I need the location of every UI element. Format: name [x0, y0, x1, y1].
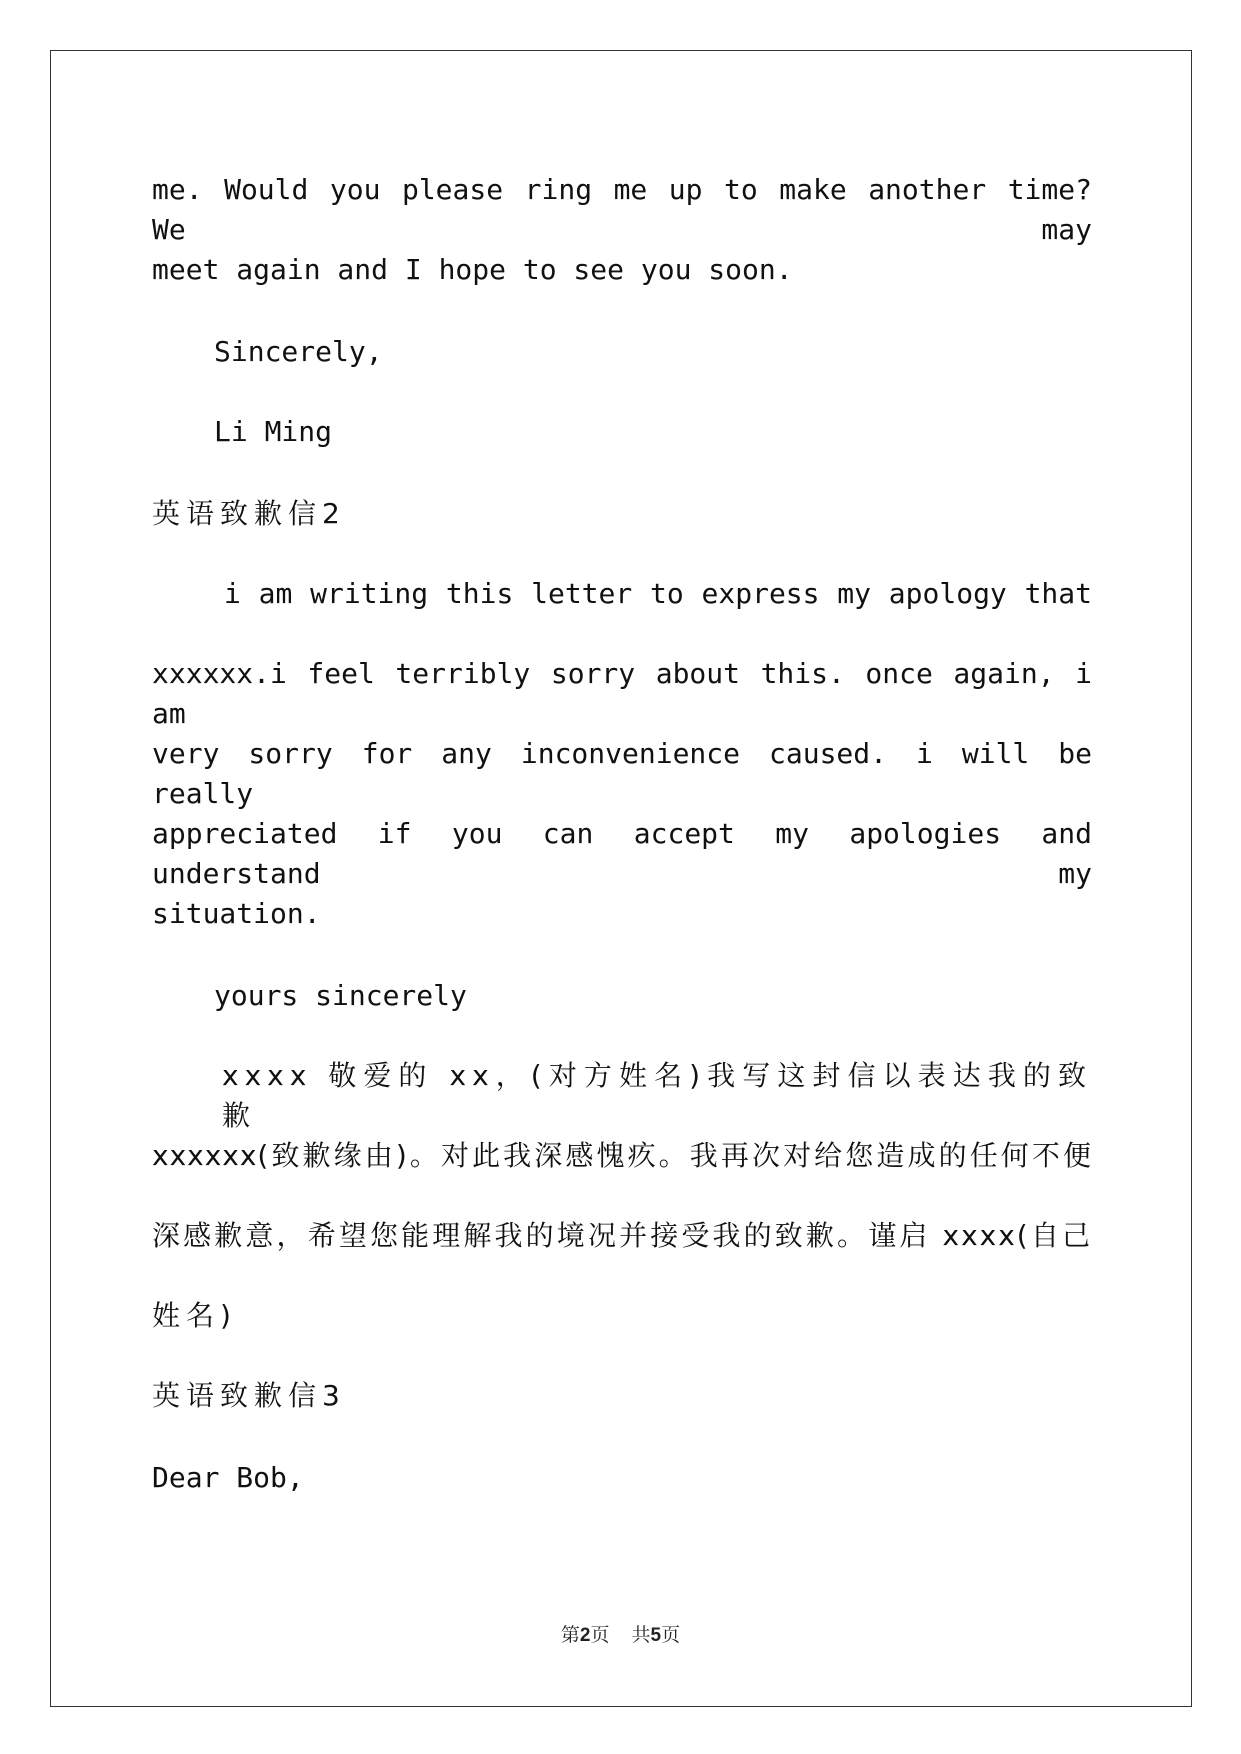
total-unit: 页 — [661, 1624, 681, 1646]
text-line: 深感歉意，希望您能理解我的境况并接受我的致歉。谨启 xxxx(自己 — [152, 1219, 1092, 1252]
page-unit: 页 — [590, 1624, 610, 1646]
salutation-line: Dear Bob, — [152, 1461, 304, 1494]
total-prefix: 共 — [631, 1624, 651, 1646]
page-prefix: 第 — [560, 1624, 580, 1646]
closing-line: yours sincerely — [214, 979, 467, 1012]
text-line: 姓名) — [152, 1299, 237, 1332]
text-line: i am writing this letter to express my apology that — [224, 577, 1092, 610]
page-current: 2 — [579, 1625, 591, 1646]
text-line: situation. — [152, 897, 321, 930]
text-line: xxxxxx.i feel terribly sorry about this. once again, i am — [152, 657, 1092, 730]
page-total: 5 — [650, 1625, 662, 1646]
text-line: meet again and I hope to see you soon. — [152, 253, 793, 286]
text-line: appreciated if you can accept my apologies and understand my — [152, 817, 1092, 890]
section-heading: 英语致歉信2 — [152, 497, 346, 530]
page-footer — [0, 1620, 1241, 1647]
text-line: xxxxxx(致歉缘由)。对此我深感愧疚。我再次对给您造成的任何不便 — [152, 1139, 1092, 1172]
text-line: me. Would you please ring me up to make another time? We may — [152, 173, 1092, 246]
section-heading: 英语致歉信3 — [152, 1379, 346, 1412]
signature-line: Li Ming — [214, 415, 333, 448]
closing-line: Sincerely, — [214, 335, 383, 368]
text-line: very sorry for any inconvenience caused. i will be really — [152, 737, 1092, 810]
text-line: xxxx 敬爱的 xx，(对方姓名)我写这封信以表达我的致歉 — [222, 1059, 1092, 1132]
